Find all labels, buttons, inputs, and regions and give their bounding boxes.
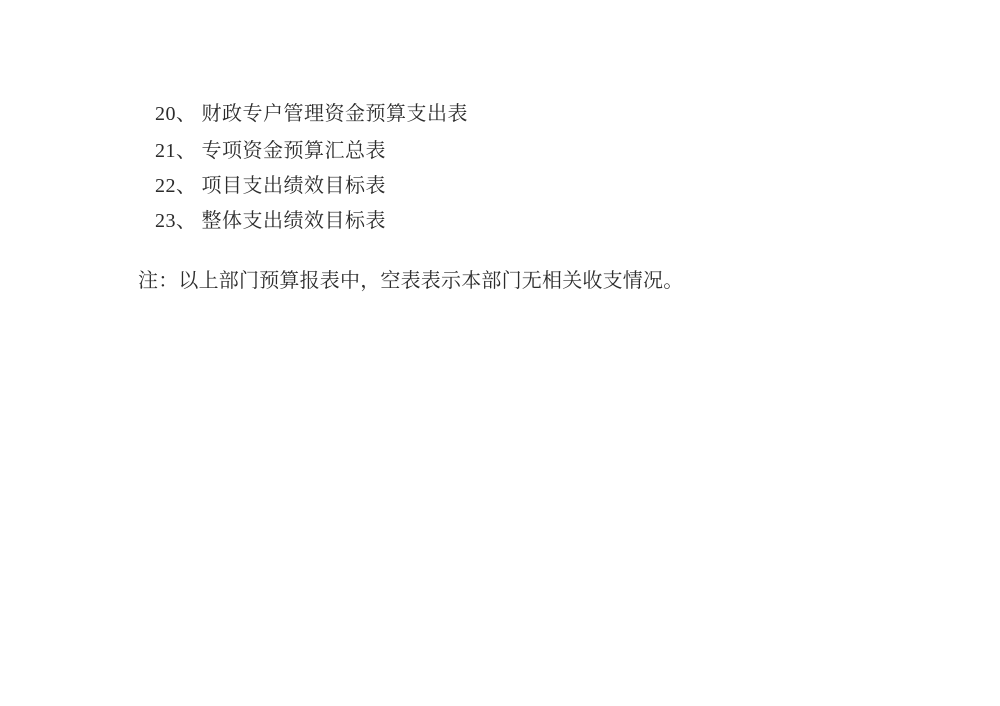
list-item-21 bbox=[155, 141, 386, 161]
list-item-label: 整体支出绩效目标表 bbox=[201, 210, 386, 232]
list-item-label: 财政专户管理资金预算支出表 bbox=[201, 103, 468, 125]
list-item-number: 21、 bbox=[155, 140, 197, 162]
list-item-label: 专项资金预算汇总表 bbox=[201, 140, 386, 162]
note-line: 注：以上部门预算报表中，空表表示本部门无相关收支情况。 bbox=[138, 270, 684, 292]
list-item-20 bbox=[155, 104, 468, 124]
list-item-number: 20、 bbox=[155, 103, 197, 125]
list-item-22 bbox=[155, 176, 386, 196]
list-item-label: 项目支出绩效目标表 bbox=[201, 175, 386, 197]
list-item-number: 23、 bbox=[155, 210, 197, 232]
list-item-number: 22、 bbox=[155, 175, 197, 197]
list-item-23 bbox=[155, 211, 386, 231]
